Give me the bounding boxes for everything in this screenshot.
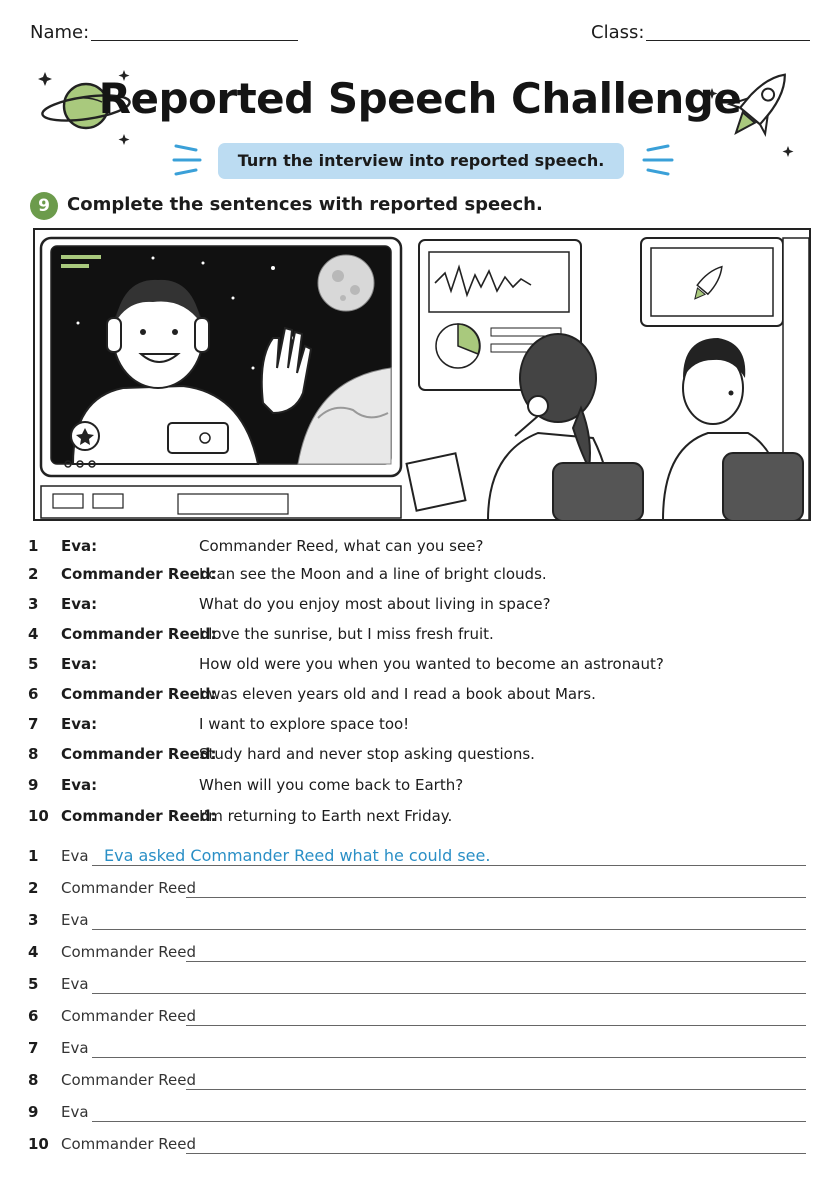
answer-line[interactable] — [186, 897, 806, 898]
answer-row — [0, 973, 840, 999]
answer-speaker: Commander Reed — [61, 943, 196, 961]
dialogue-text: When will you come back to Earth? — [199, 776, 464, 794]
answer-line[interactable] — [92, 929, 806, 930]
answer-speaker: Eva — [61, 1039, 89, 1057]
answer-row — [0, 909, 840, 935]
answer-speaker: Commander Reed — [61, 1007, 196, 1025]
dialogue-text: Commander Reed, what can you see? — [199, 537, 484, 555]
answer-list — [0, 845, 840, 1175]
dialogue-number: 5 — [28, 655, 39, 673]
answer-line[interactable] — [92, 1057, 806, 1058]
answer-speaker: Eva — [61, 911, 89, 929]
left-dash-decoration — [170, 140, 216, 180]
dialogue-number: 8 — [28, 745, 39, 763]
answer-line[interactable] — [186, 961, 806, 962]
answer-number: 3 — [28, 911, 39, 929]
answer-number: 1 — [28, 847, 39, 865]
answer-number: 10 — [28, 1135, 49, 1153]
dialogue-text: I want to explore space too! — [199, 715, 410, 733]
answer-number: 6 — [28, 1007, 39, 1025]
answer-row — [0, 877, 840, 903]
dialogue-number: 6 — [28, 685, 39, 703]
subtitle-banner: Turn the interview into reported speech. — [218, 143, 624, 179]
dialogue-text: I was eleven years old and I read a book about Mars. — [199, 685, 596, 703]
dialogue-text: I love the sunrise, but I miss fresh fruit. — [199, 625, 494, 643]
answer-line[interactable] — [92, 865, 806, 866]
example-answer: Eva asked Commander Reed what he could see. — [104, 846, 491, 865]
answer-number: 9 — [28, 1103, 39, 1121]
dialogue-speaker: Commander Reed: — [61, 565, 217, 583]
dialogue-speaker: Eva: — [61, 595, 98, 613]
name-field[interactable] — [91, 40, 298, 41]
answer-line[interactable] — [92, 1121, 806, 1122]
task-number-badge: 9 — [30, 192, 58, 220]
answer-line[interactable] — [186, 1025, 806, 1026]
dialogue-text: How old were you when you wanted to become an astronaut? — [199, 655, 664, 673]
answer-line[interactable] — [92, 993, 806, 994]
answer-row — [0, 1133, 840, 1159]
class-label: Class: — [591, 22, 645, 43]
answer-speaker: Commander Reed — [61, 1135, 196, 1153]
dialogue-speaker: Commander Reed: — [61, 807, 217, 825]
dialogue-number: 4 — [28, 625, 39, 643]
answer-number: 4 — [28, 943, 39, 961]
dialogue-speaker: Eva: — [61, 537, 98, 555]
dialogue-text: I’m returning to Earth next Friday. — [199, 807, 453, 825]
name-label: Name: — [30, 22, 90, 43]
class-field[interactable] — [646, 40, 810, 41]
dialogue-speaker: Commander Reed: — [61, 685, 217, 703]
dialogue-number: 3 — [28, 595, 39, 613]
dialogue-text: I can see the Moon and a line of bright clouds. — [199, 565, 547, 583]
answer-row — [0, 941, 840, 967]
answer-row — [0, 1101, 840, 1127]
dialogue-speaker: Eva: — [61, 655, 98, 673]
answer-speaker: Commander Reed — [61, 879, 196, 897]
answer-speaker: Eva — [61, 975, 89, 993]
dialogue-number: 10 — [28, 807, 49, 825]
answer-number: 2 — [28, 879, 39, 897]
dialogue-speaker: Commander Reed: — [61, 745, 217, 763]
dialogue-text: What do you enjoy most about living in space? — [199, 595, 551, 613]
answer-number: 7 — [28, 1039, 39, 1057]
dialogue-number: 9 — [28, 776, 39, 794]
space-station-illustration — [33, 228, 811, 521]
answer-speaker: Commander Reed — [61, 1071, 196, 1089]
dialogue-number: 2 — [28, 565, 39, 583]
answer-speaker: Eva — [61, 1103, 89, 1121]
task-instruction: Complete the sentences with reported speech. — [67, 194, 543, 215]
dialogue-speaker: Commander Reed: — [61, 625, 217, 643]
answer-number: 5 — [28, 975, 39, 993]
answer-row — [0, 1069, 840, 1095]
answer-speaker: Eva — [61, 847, 89, 865]
page-title: Reported Speech Challenge — [98, 74, 742, 123]
dialogue-speaker: Eva: — [61, 715, 98, 733]
answer-line[interactable] — [186, 1089, 806, 1090]
dialogue-list — [0, 534, 840, 834]
answer-number: 8 — [28, 1071, 39, 1089]
dialogue-text: Study hard and never stop asking questions. — [199, 745, 535, 763]
dialogue-number: 7 — [28, 715, 39, 733]
answer-row — [0, 1037, 840, 1063]
dialogue-speaker: Eva: — [61, 776, 98, 794]
answer-line[interactable] — [186, 1153, 806, 1154]
answer-row — [0, 1005, 840, 1031]
answer-row — [0, 845, 840, 871]
right-dash-decoration — [634, 140, 680, 180]
dialogue-number: 1 — [28, 537, 39, 555]
